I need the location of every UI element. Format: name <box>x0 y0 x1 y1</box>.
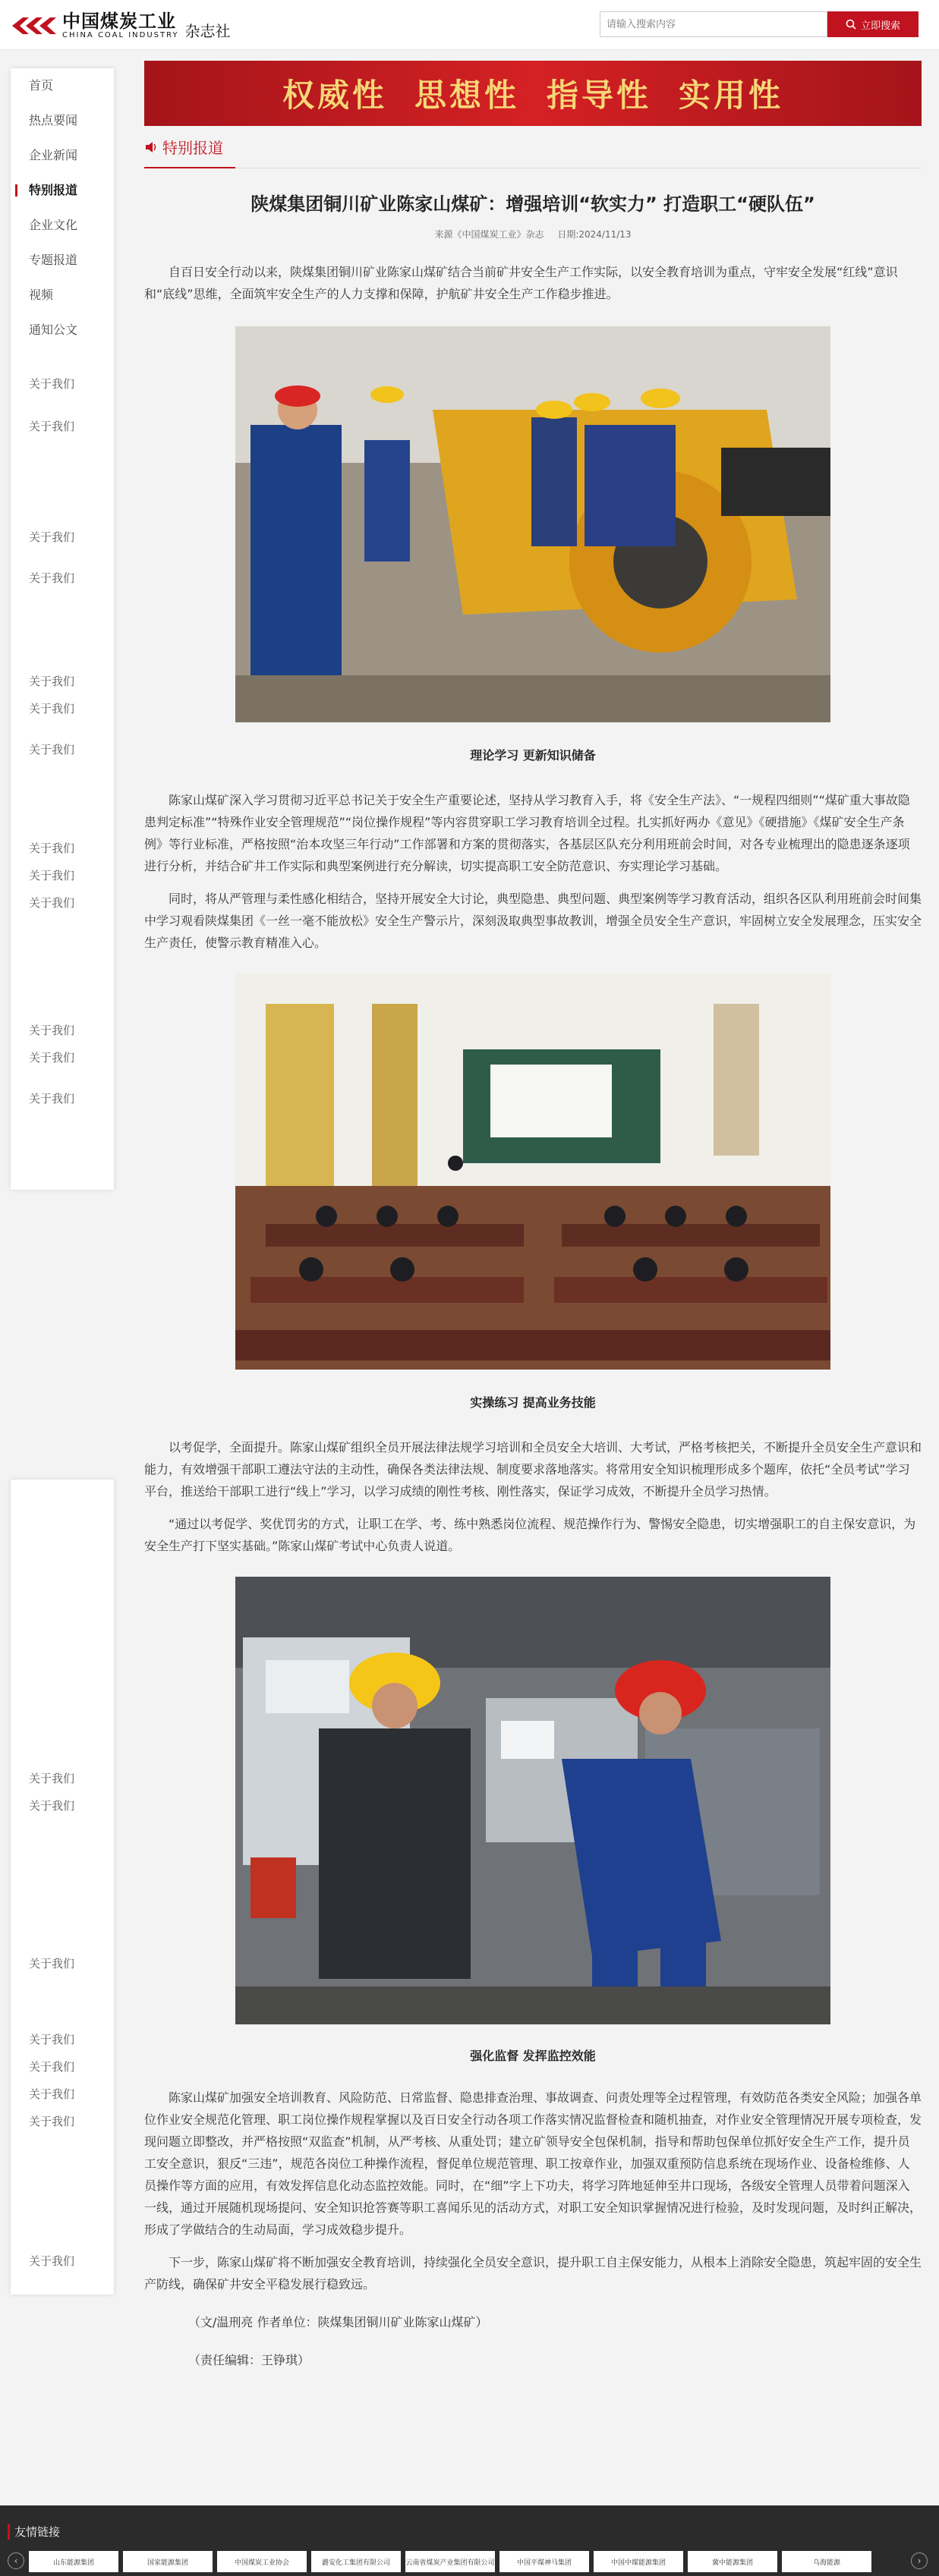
sidebar-about-link[interactable]: 关于我们 <box>29 2033 75 2046</box>
friend-link[interactable]: 国家能源集团 <box>123 2551 213 2572</box>
section-header <box>144 126 922 168</box>
banner-word: 思想性 <box>414 77 519 114</box>
search-bar <box>600 11 919 37</box>
slogan-banner <box>144 61 922 126</box>
sidebar-about-link[interactable]: 关于我们 <box>29 2060 75 2074</box>
search-button-label: 立即搜索 <box>860 20 900 32</box>
chevron-right-icon[interactable]: › <box>911 2552 928 2569</box>
search-button[interactable] <box>827 11 919 37</box>
article-author-line: （文/温刑亮 作者单位：陕煤集团铜川矿业陈家山煤矿） <box>188 2315 488 2329</box>
sidebar-about-link[interactable]: 关于我们 <box>29 1024 75 1037</box>
sidebar-about-link[interactable]: 关于我们 <box>29 420 75 433</box>
friend-link[interactable]: 中国煤炭工业协会 <box>217 2551 307 2572</box>
section-subheading: 实操练习 提高业务技能 <box>470 1395 596 1410</box>
sidebar-item-culture[interactable]: 企业文化 <box>29 218 78 232</box>
site-logo[interactable] <box>8 11 231 41</box>
photo-image <box>235 973 830 1370</box>
article-paragraph: 自百日安全行动以来，陕煤集团铜川矿业陈家山煤矿结合当前矿井安全生产工作实际，以安全教育培训为重点，守牢安全发展“红线”意识和“底线”思维，全面筑牢安全生产的人力支撑和保障，护航矿井安全生产工作稳步推进。 <box>144 265 898 301</box>
friend-link[interactable]: 中国中煤能源集团 <box>594 2551 683 2572</box>
friend-link[interactable]: 冀中能源集团 <box>688 2551 777 2572</box>
article-paragraph: 以考促学，全面提升。陈家山煤矿组织全员开展法律法规学习培训和全员安全大培训、大考试，严格考核把关，不断提升全员安全生产意识和能力，有效增强干部职工遵法守法的主动性，确保各类法律法规、制度要求落地落实。将常用安全知识梳理形成多个题库，依托“全员考试”学习平台，推送给干部职工进行“线上”学习，以学习成绩的刚性考核、刚性落实，保证学习成效，不断提升全员学习热情。 <box>144 1440 922 1499</box>
article-source: 来源《中国煤炭工业》杂志 <box>434 229 544 240</box>
footer-links-title: 友情链接 <box>8 2524 60 2540</box>
sidebar-item-company-news[interactable]: 企业新闻 <box>29 148 78 162</box>
main-content <box>144 61 922 2377</box>
sidebar-about-link[interactable]: 关于我们 <box>29 1051 75 1065</box>
banner-word: 权威性 <box>282 77 387 114</box>
article-paragraph: 陈家山煤矿加强安全培训教育、风险防范、日常监督、隐患排查治理、事故调查、问责处理等全过程管理，有效防范各类安全风险；加强各单位作业安全规范化管理、职工岗位操作规程掌握以及百日安全行动各项工作落实情况监督检查和随机抽查，对作业安全管理情况开展专项检查，发现问题立即整改，并严格按照“双监查”机制，从严考核、从重处罚；建立矿领导安全包保机制，指导和帮助包保单位抓好安全生产工作，提升员工安全意识，狠反“三违”，规范各岗位工种操作流程，督促单位规范管理、职工按章作业，加强双重预防信息系统在现场作业、设备检维修、人员操作等方面的应用，有效发挥信息化动态监控效能。同时，在“细”字上下功夫，将学习阵地延伸至井口现场，各级安全管理人员带着问题深入一线，通过开展随机现场提问、安全知识抢答赛等职工喜闻乐见的活动方式，对职工安全知识掌握情况进行检验，及时发现问题，及时纠正解决，形成了学做结合的生动局面，学习成效稳步提升。 <box>144 2090 922 2237</box>
section-subheading: 理论学习 更新知识储备 <box>470 748 596 763</box>
sidebar-about-link[interactable]: 关于我们 <box>29 896 75 910</box>
sidebar-item-notices[interactable]: 通知公文 <box>29 322 78 337</box>
sidebar-item-home[interactable]: 首页 <box>29 78 54 93</box>
article-paragraph: 下一步，陈家山煤矿将不断加强安全教育培训，持续强化全员安全意识，提升职工自主保安能力，从根本上消除安全隐患，筑起牢固的安全生产防线，确保矿井安全平稳发展行稳致远。 <box>144 2255 922 2291</box>
article-photo-training-room <box>235 973 830 1370</box>
friend-link[interactable]: 潞安化工集团有限公司 <box>311 2551 401 2572</box>
logo-magazine-label: 杂志社 <box>184 21 231 40</box>
section-title: 特别报道 <box>162 139 223 157</box>
sidebar-about-link[interactable]: 关于我们 <box>29 571 75 585</box>
friend-link[interactable]: 乌海能源 <box>782 2551 871 2572</box>
friend-links <box>29 2551 871 2572</box>
sidebar-about-link[interactable]: 关于我们 <box>29 743 75 756</box>
article-photo-equipment-inspection <box>235 1577 830 2024</box>
sidebar-item-special-report[interactable]: 特别报道 <box>11 173 114 208</box>
sidebar-about-link[interactable]: 关于我们 <box>29 1772 75 1785</box>
sidebar-item-topics[interactable]: 专题报道 <box>29 253 78 267</box>
sidebar-about-link[interactable]: 关于我们 <box>29 530 75 544</box>
sidebar-about-link[interactable]: 关于我们 <box>29 869 75 882</box>
sidebar-about-link[interactable]: 关于我们 <box>29 841 75 855</box>
photo-image <box>235 326 830 722</box>
article-photo-drilling-rig <box>235 326 830 722</box>
speaker-icon <box>144 141 158 153</box>
sidebar-about-link[interactable]: 关于我们 <box>29 2115 75 2128</box>
logo-chinese-name: 中国煤炭工业 <box>62 10 176 32</box>
sidebar-about-link[interactable]: 关于我们 <box>29 1092 75 1106</box>
sidebar-about-link[interactable]: 关于我们 <box>29 2254 75 2268</box>
section-subheading: 强化监督 发挥监控效能 <box>470 2049 596 2063</box>
logo-english-name: CHINA COAL INDUSTRY <box>62 31 179 39</box>
banner-word: 实用性 <box>679 77 784 114</box>
article-editor-line: （责任编辑：王铮琪） <box>188 2353 310 2367</box>
article-paragraph: 同时，将从严管理与柔性感化相结合，坚持开展安全大讨论，典型隐患、典型问题、典型案例等学习教育活动，组织各区队利用班前会时间集中学习观看陕煤集团《一丝一毫不能放松》安全生产警示片，深刻汲取典型事故教训，增强全员安全生产意识，牢固树立安全发展理念，压实安全生产责任，使警示教育精准入心。 <box>144 892 922 950</box>
search-icon <box>846 19 856 30</box>
friend-link[interactable]: 云南省煤炭产业集团有限公司 <box>405 2551 495 2572</box>
site-footer <box>0 2505 939 2576</box>
banner-word: 指导性 <box>547 77 652 114</box>
article-title: 陕煤集团铜川矿业陈家山煤矿：增强培训“软实力” 打造职工“硬队伍” <box>251 193 815 215</box>
article-meta <box>144 228 922 241</box>
sidebar-lower <box>11 1480 114 2294</box>
sidebar-about-link[interactable]: 关于我们 <box>29 675 75 688</box>
sidebar-item-video[interactable]: 视频 <box>29 288 54 302</box>
photo-image <box>235 1577 830 2024</box>
friend-link[interactable]: 中国平煤神马集团 <box>499 2551 589 2572</box>
sidebar-about-link[interactable]: 关于我们 <box>29 2087 75 2101</box>
article-paragraph: 陈家山煤矿深入学习贯彻习近平总书记关于安全生产重要论述，坚持从学习教育入手，将《安全生产法》、“一规程四细则”“煤矿重大事故隐患判定标准”“特殊作业安全管理规范”“岗位操作规程”等内容贯穿职工学习教育培训全过程。扎实抓好两办《意见》《硬措施》《煤矿安全生产条例》等行业标准，严格按照“治本攻坚三年行动”工作部署和方案的贯彻落实，各基层区队充分利用班前会时间，对各专业梳理出的隐患逐条逐项进行分析，并结合矿井工作实际和典型案例进行充分解读，切实提高职工安全防范意识、夯实理论学习基础。 <box>144 793 910 873</box>
chevron-left-icon[interactable]: ‹ <box>8 2552 24 2569</box>
sidebar-about-link[interactable]: 关于我们 <box>29 1957 75 1971</box>
friend-link[interactable]: 山东能源集团 <box>29 2551 118 2572</box>
sidebar-about-link[interactable]: 关于我们 <box>29 702 75 716</box>
sidebar-nav <box>11 68 114 1190</box>
site-header <box>0 0 939 50</box>
sidebar-item-hot-news[interactable]: 热点要闻 <box>29 113 78 127</box>
coal-logo-icon <box>8 13 58 39</box>
sidebar-about-link[interactable]: 关于我们 <box>29 1799 75 1813</box>
sidebar-about-link[interactable]: 关于我们 <box>29 377 75 391</box>
article-date: 日期:2024/11/13 <box>557 229 632 240</box>
search-input[interactable] <box>600 11 827 37</box>
article-paragraph: “通过以考促学、奖优罚劣的方式，让职工在学、考、练中熟悉岗位流程、规范操作行为、警惕安全隐患，切实增强职工的自主保安意识，为安全生产打下坚实基础。”陈家山煤矿考试中心负责人说道。 <box>144 1517 916 1553</box>
